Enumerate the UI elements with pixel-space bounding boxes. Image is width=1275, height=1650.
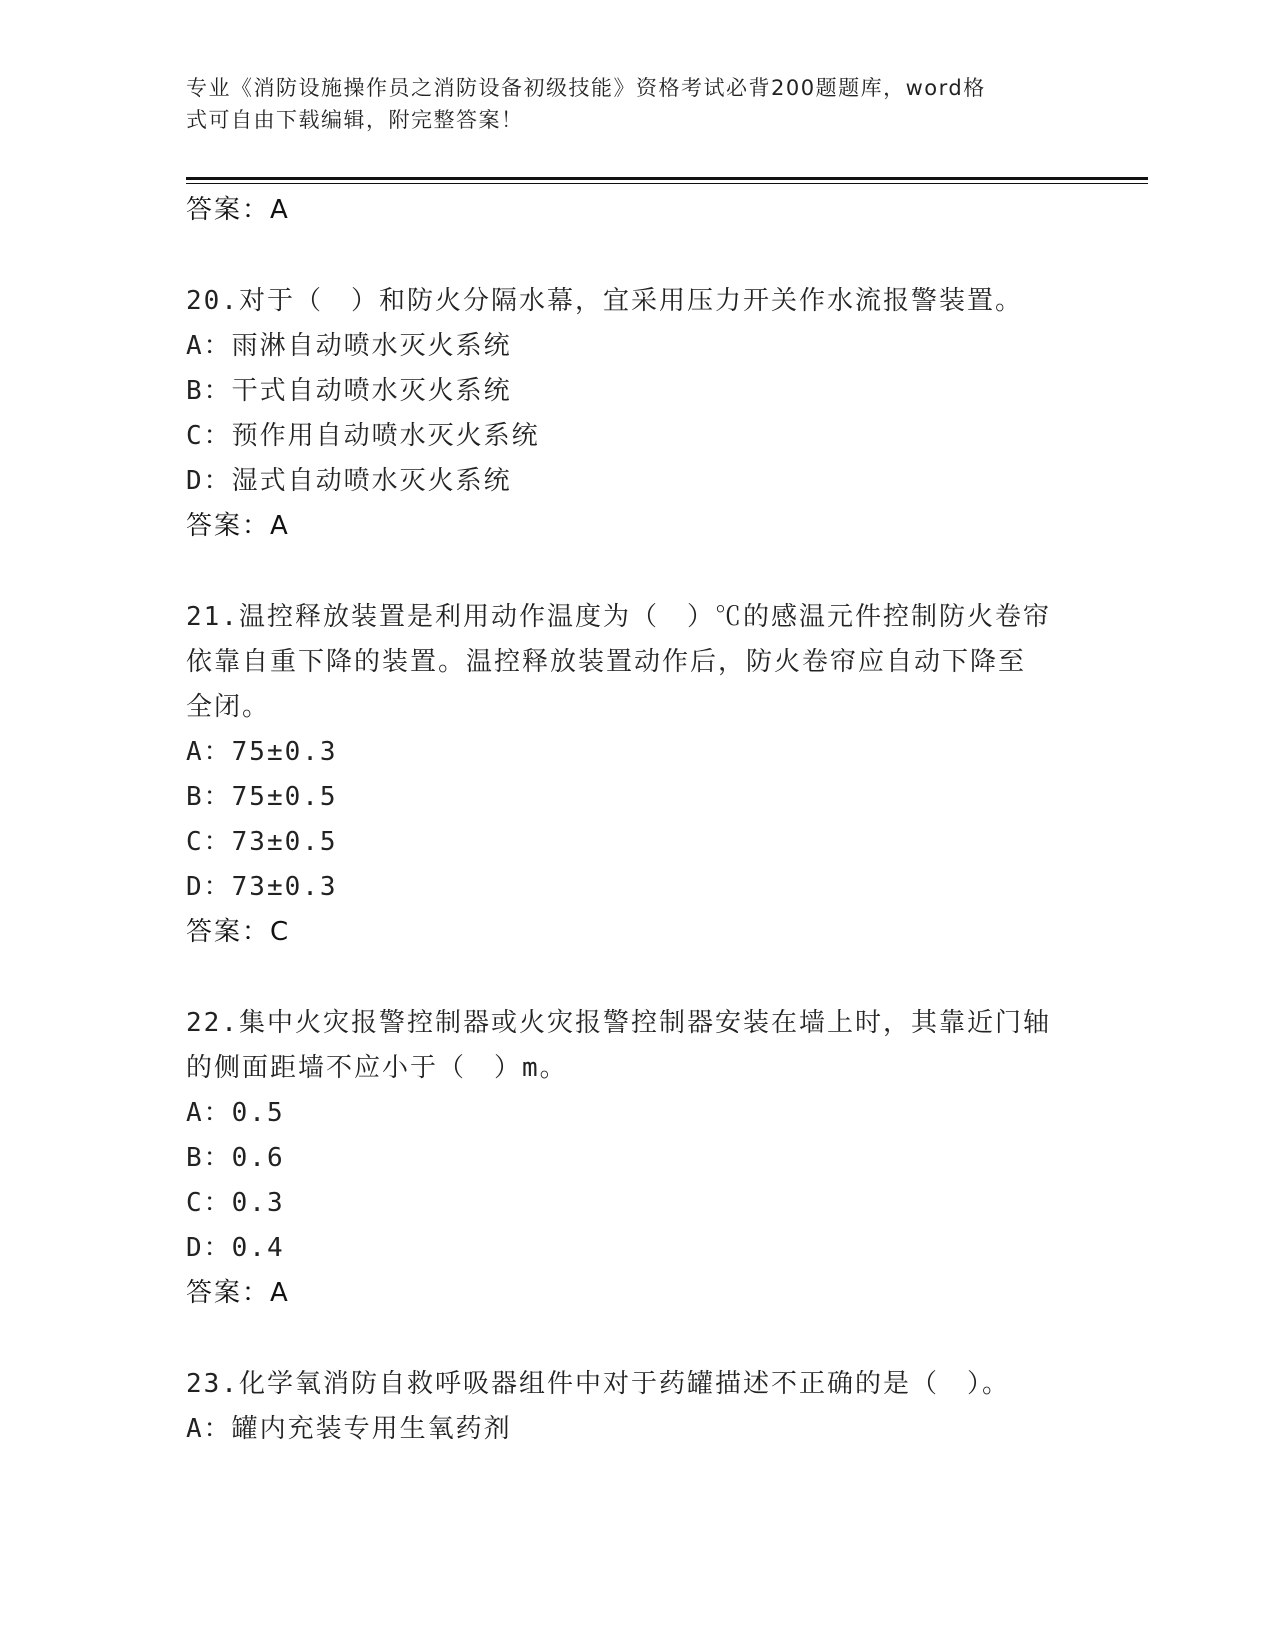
option-a: A：雨淋自动喷水灭火系统 (186, 331, 512, 361)
question-stem: 依靠自重下降的装置。温控释放装置动作后，防火卷帘应自动下降至 (186, 647, 1027, 677)
option-a: A：0.5 (186, 1098, 285, 1128)
spacer (186, 1316, 1086, 1362)
option-d: D：0.4 (186, 1233, 285, 1263)
document-header (186, 72, 1066, 136)
spacer (186, 549, 1086, 595)
question-20 (186, 279, 1086, 549)
question-stem: 20.对于（ ）和防火分隔水幕，宜采用压力开关作水流报警装置。 (186, 286, 1023, 316)
option-a: A：罐内充装专用生氧药剂 (186, 1414, 512, 1444)
option-b: B：0.6 (186, 1143, 285, 1173)
question-stem: 23.化学氧消防自救呼吸器组件中对于药罐描述不正确的是（ ）。 (186, 1369, 1010, 1399)
option-c: C：73±0.5 (186, 827, 338, 857)
question-stem: 的侧面距墙不应小于（ ）m。 (186, 1053, 568, 1083)
spacer (186, 233, 1086, 279)
header-divider (186, 177, 1148, 180)
question-stem: 22.集中火灾报警控制器或火灾报警控制器安装在墙上时，其靠近门轴 (186, 1008, 1051, 1038)
question-22 (186, 1001, 1086, 1316)
question-list (186, 188, 1086, 1452)
header-line-1: 专业《消防设施操作员之消防设备初级技能》资格考试必背200题题库，word格 (186, 76, 986, 100)
question-23 (186, 1362, 1086, 1452)
spacer (186, 955, 1086, 1001)
question-21 (186, 595, 1086, 955)
answer: 答案：A (186, 511, 290, 541)
option-a: A：75±0.3 (186, 737, 338, 767)
question-stem: 全闭。 (186, 692, 271, 722)
option-b: B：干式自动喷水灭火系统 (186, 376, 512, 406)
answer: 答案：A (186, 1278, 290, 1308)
question-stem: 21.温控释放装置是利用动作温度为（ ）℃的感温元件控制防火卷帘 (186, 602, 1051, 632)
option-b: B：75±0.5 (186, 782, 338, 812)
option-c: C：预作用自动喷水灭火系统 (186, 421, 540, 451)
previous-answer: 答案：A (186, 195, 290, 225)
header-divider-thin (186, 183, 1148, 184)
answer: 答案：C (186, 917, 291, 947)
header-line-2: 式可自由下载编辑，附完整答案！ (186, 108, 524, 132)
option-d: D：73±0.3 (186, 872, 338, 902)
option-c: C：0.3 (186, 1188, 285, 1218)
option-d: D：湿式自动喷水灭火系统 (186, 466, 512, 496)
